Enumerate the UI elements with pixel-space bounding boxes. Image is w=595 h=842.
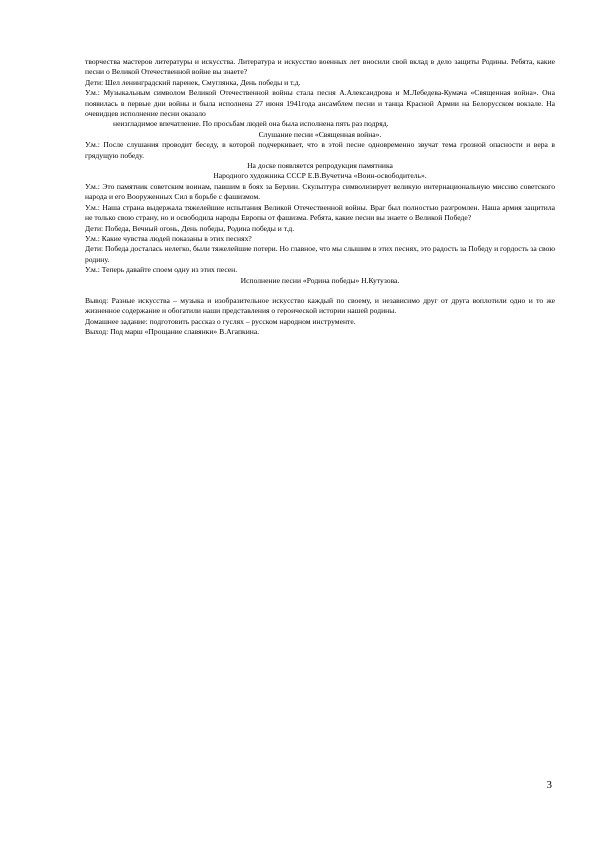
document-body: [85, 57, 555, 338]
answer-line: Дети: Шел ленинградский паренек, Смуглянка, День победы и т.д.: [85, 77, 301, 87]
answer-line: Дети: Победа досталась нелегко, были тяжелейшие потери. Но главное, что мы слышим в этих песнях, это радость за Победу и гордость за свою родину.: [85, 244, 555, 264]
activity-heading: Народного художника СССР Е.В.Вучетича «Воин-освободитель».: [213, 171, 427, 181]
activity-heading: Слушание песни «Священная война».: [258, 129, 382, 139]
paragraph: У.м.: После слушания проводит беседу, в которой подчеркивает, что в этой песне одновременно звучат тема грозной опасности и вера в грядущую победу.: [85, 140, 555, 160]
conclusion: Вывод: Разные искусства – музыка и изобразительное искусство каждый по своему, и независимо друг от друга воплотили одно и то же жизненное содержание и обогатили наши представления о героической истории нашей родины.: [85, 295, 555, 316]
activity-heading: На доске появляется репродукция памятника: [247, 161, 393, 171]
paragraph: У.м.: Наша страна выдержала тяжелейшие испытания Великой Отечественной войны. Враг был полностью разгромлен. Наша армия защитила не только свою страну, но и освободила народы Европы от фашизма. Ребята, какие песни вы знаете о Великой Победе?: [85, 202, 555, 223]
page-number: 3: [546, 779, 552, 791]
paragraph: У.м.: Теперь давайте споем одну из этих песен.: [85, 265, 238, 275]
exit-note: Выход: Под марш «Прощание славянки» В.Агапкина.: [85, 327, 260, 337]
paragraph: У.м.: Это памятник советским воинам, павшим в боях за Берлин. Скульптура символизирует великую интернациональную миссию советского народа и его Вооруженных Сил в борьбе с фашизмом.: [85, 181, 555, 202]
activity-heading: Исполнение песни «Родина победы» Н.Кутузова.: [240, 275, 400, 285]
paragraph: У.м.: Музыкальным символом Великой Отечественной войны стала песня А.Александрова и М.Лебедева-Кумача «Священная война». Она появилась в первые дни войны и была исполнена 27 июня 1941года ансамблем песни и танца Красной Армии на Белорусском вокзале. На очевидцев исполнение песни оказало: [85, 88, 555, 119]
question-line: У.м.: Какие чувства людей показаны в этих песнях?: [85, 233, 252, 243]
homework: Домашнее задание: подготовить рассказ о гуслях – русском народном инструменте.: [85, 316, 356, 326]
paragraph: неизгладимое впечатление. По просьбам людей она была исполнена пять раз подряд.: [113, 119, 389, 129]
answer-line: Дети: Победа, Вечный огонь, День победы, Родина победы и т.д.: [85, 223, 295, 233]
paragraph: творчества мастеров литературы и искусства. Литература и искусство военных лет вносили свой вклад в дело защиты Родины. Ребята, какие песни о Великой Отечественной войне вы знаете?: [85, 57, 555, 77]
spacer: [85, 286, 555, 296]
